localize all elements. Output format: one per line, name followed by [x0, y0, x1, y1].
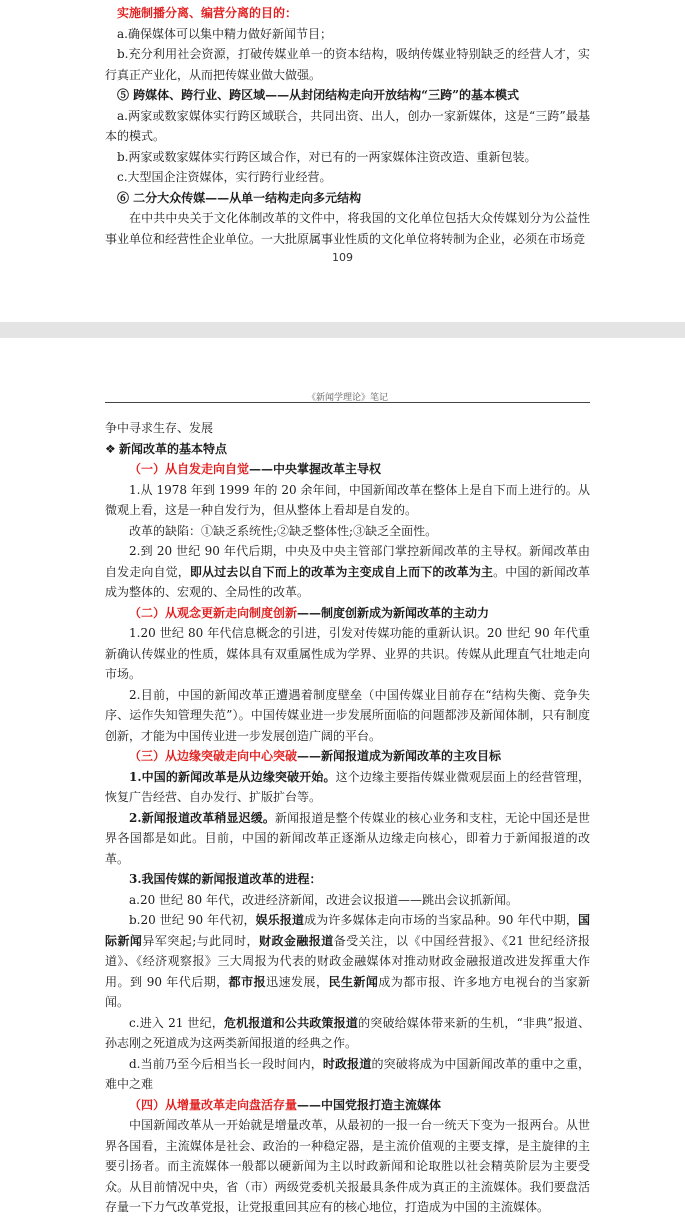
text-run: ——制度创新成为新闻改革的主动力	[297, 605, 490, 620]
text-run: 民生新闻	[328, 974, 379, 989]
line-p1-3	[105, 85, 590, 106]
text-run: 争中寻求生存、发展	[105, 421, 214, 435]
line-p2-3	[105, 480, 590, 521]
page-110-body	[105, 418, 590, 1218]
section-heading: （三）从边缘突破走向中心突破	[129, 749, 298, 763]
line-p2-10	[105, 767, 590, 808]
text-run: 2.到 20 世纪 90 年代后期，中央及中央主管部门掌控新闻改革的主导权。新闻改革由自发走向自觉，	[105, 544, 590, 579]
section-heading: 实施制播分离、编营分离的目的：	[117, 6, 298, 20]
text-run: ⑤ 跨媒体、跨行业、跨区域——从封闭结构走向开放结构“三跨”的基本模式	[117, 88, 519, 102]
line-p2-15	[105, 1013, 590, 1054]
line-p2-16	[105, 1054, 590, 1095]
text-run: 成为许多媒体走向市场的当家品种。90 年代中期，	[304, 913, 578, 927]
text-run: 1.20 世纪 80 年代信息概念的引进，引发对传媒功能的重新认识。20 世纪 90 年代重新确认传媒业的性质，媒体具有双重属性成为学界、业界的共识。传媒从此理直气壮地走向市场。	[105, 626, 590, 681]
text-run: 3.我国传媒的新闻报道改革的进程：	[129, 872, 322, 886]
page-number: 109	[332, 251, 353, 264]
line-p1-2	[105, 44, 590, 85]
text-run: c.大型国企注资媒体，实行跨行业经营。	[117, 170, 332, 184]
text-run: 2.目前，中国的新闻改革正遭遇着制度壁垒（中国传媒业目前存在“结构失衡、竞争失序、运作失知管理失范”）。中国传媒业进一步发展所面临的问题都涉及新闻体制，只有制度创新，才能为中国传业进一步发展创造广阔的平台。	[105, 687, 590, 743]
page-109-body	[105, 3, 590, 249]
text-run: 财政金融报道	[259, 933, 334, 948]
line-p1-4	[105, 106, 590, 147]
text-run: ⑥ 二分大众传媒——从单一结构走向多元结构	[117, 190, 362, 205]
text-run: ——新闻报道成为新闻改革的主攻目标	[297, 749, 502, 763]
line-p2-8	[105, 685, 590, 747]
text-run: 新闻报道是整个传媒业的核心业务和支柱，无论中国还是世界各国都是如此。目前，中国的新闻改革正逐渐从边缘走向核心，即着力于新闻报道的改革。	[105, 810, 590, 866]
text-run: a.两家或数家媒体实行跨区域联合，共同出资、出人，创办一家新媒体，这是“三跨”最基本的模式。	[105, 108, 590, 143]
line-p2-14	[105, 910, 590, 1013]
text-run: b.充分利用社会资源，打破传媒业单一的资本结构，吸纳传媒业特别缺乏的经营人才，实行真正产业化，从而把传媒业做大做强。	[105, 47, 590, 82]
text-run: 成为都市报、许多地方电视台的当家新闻。	[105, 974, 590, 1009]
text-run: a.确保媒体可以集中精力做好新闻节目；	[117, 26, 332, 41]
line-p2-9	[105, 746, 590, 767]
bullet-diamond-icon: ❖	[105, 441, 116, 456]
text-run: 1.中国的新闻改革是从边缘突破开始。	[129, 769, 336, 784]
text-run: 迅速发展，	[266, 974, 329, 989]
text-run: 国际新闻	[105, 913, 590, 948]
text-run: 改革的缺陷：①缺乏系统性;②缺乏整体性;③缺乏全面性。	[129, 523, 438, 538]
line-p1-8	[105, 208, 590, 249]
text-run: 2.新闻报道改革稍显迟缓。	[129, 810, 275, 825]
line-p2-0	[105, 418, 590, 439]
line-p2-13	[105, 890, 590, 911]
text-run: 娱乐报道	[255, 913, 305, 927]
text-run: 新闻改革的基本特点	[119, 441, 228, 456]
text-run: 的突破给媒体带来新的生机，“非典”报道、孙志刚之死道成为这两类新闻报道的经典之作。	[105, 1015, 590, 1050]
header-rule	[105, 402, 590, 403]
line-p2-1	[105, 439, 590, 460]
text-run: 1.从 1978 年到 1999 年的 20 余年间，中国新闻改革在整体上是自下而上进行的。从微观上看，这是一种自发行为，但从整体上看却是自发的。	[105, 482, 590, 517]
text-run: c.进入 21 世纪，	[129, 1015, 224, 1030]
text-run: 即从过去以自下而上的改革为主变成自上而下的改革为主	[189, 564, 494, 579]
text-run: 异军突起;与此同时，	[142, 933, 259, 948]
document-page-109	[0, 0, 685, 322]
line-p1-6	[105, 167, 590, 188]
line-p1-1	[105, 24, 590, 45]
running-head: 《新闻学理论》笔记	[306, 393, 388, 403]
document-page-110	[0, 338, 685, 1214]
line-p2-5	[105, 541, 590, 603]
line-p2-4	[105, 521, 590, 542]
text-run: 。中国的新闻改革成为整体的、宏观的、全局性的改革。	[105, 564, 590, 599]
line-p2-17	[105, 1095, 590, 1116]
line-p2-18	[105, 1115, 590, 1218]
text-run: d.当前乃至今后相当长一段时间内，	[129, 1056, 323, 1071]
line-p1-5	[105, 147, 590, 168]
line-p2-2	[105, 459, 590, 480]
line-p2-11	[105, 808, 590, 870]
text-run: 在中共中央关于文化体制改革的文件中，将我国的文化单位包括大众传媒划分为公益性事业单位和经营性企业单位。一大批原属事业性质的文化单位将转制为企业，必须在市场竞	[105, 211, 590, 246]
line-p2-12	[105, 869, 590, 890]
line-p2-6	[105, 603, 590, 624]
text-run: 都市报	[228, 974, 267, 989]
page-gap	[0, 322, 685, 338]
section-heading: （四）从增量改革走向盘活存量	[129, 1097, 298, 1112]
section-heading: （一）从自发走向自觉	[129, 462, 250, 476]
text-run: a.20 世纪 80 年代，改进经济新闻，改进会议报道——跳出会议抓新闻。	[129, 892, 518, 907]
text-run: ——中央掌握改革主导权	[249, 462, 382, 476]
text-run: 危机报道和公共政策报道	[223, 1015, 359, 1030]
text-run: 时政报道	[322, 1056, 372, 1071]
line-p2-7	[105, 623, 590, 685]
line-p1-7	[105, 188, 590, 209]
line-p1-0	[105, 3, 590, 24]
text-run: ——中国党报打造主流媒体	[297, 1097, 442, 1112]
text-run: 中国新闻改革从一开始就是增量改革，从最初的一报一台一统天下变为一报两台。从世界各国看，主流媒体是社会、政治的一种稳定器，是主流价值观的主要支撑，是主旋律的主要引扬者。而主流媒体一般都以硬新闻为主以时政新闻和论取胜以社会精英阶层为主要受众。从目前情况中央，省（市）两级党委机关报最具条件成为真正的主流媒体。我们要盘活存量一下力气改革党报，让党报重回其应有的核心地位，打造成为中国的主流媒体。	[105, 1118, 590, 1214]
text-run: 的突破将成为中国新闻改革的重中之重，难中之难	[105, 1056, 590, 1091]
text-run: b.20 世纪 90 年代初，	[129, 913, 256, 927]
section-heading: （二）从观念更新走向制度创新	[129, 605, 298, 620]
text-run: 备受关注，以《中国经营报》、《21 世纪经济报道》、《经济观察报》三大周报为代表的财政金融媒体对推动财政金融报道改进发挥重大作用。到 90 年代后期，	[105, 933, 590, 989]
text-run: b.两家或数家媒体实行跨区域合作，对已有的一两家媒体注资改造、重新包装。	[117, 149, 537, 164]
text-run: 这个边缘主要指传媒业微观层面上的经营管理，恢复广告经营、自办发行、扩版扩台等。	[105, 769, 590, 804]
